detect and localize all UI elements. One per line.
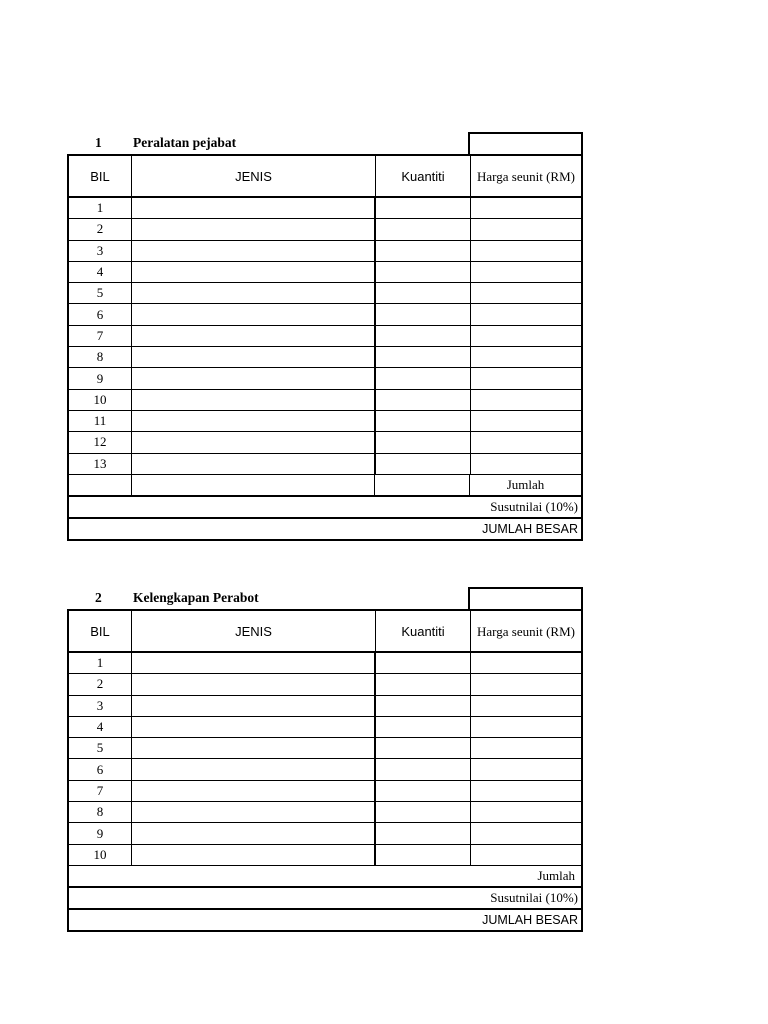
row-number: 4 [69, 717, 132, 737]
kuantiti-cell[interactable] [376, 653, 471, 673]
row-number: 13 [69, 454, 132, 474]
kuantiti-cell[interactable] [376, 411, 471, 431]
table-row [69, 304, 581, 325]
section-total-box[interactable] [468, 132, 583, 154]
jumlah-label: Jumlah [506, 476, 545, 492]
jenis-cell[interactable] [132, 781, 376, 801]
kuantiti-cell[interactable] [376, 283, 471, 303]
jenis-cell[interactable] [132, 696, 376, 716]
kuantiti-cell[interactable] [376, 717, 471, 737]
harga-cell[interactable] [471, 696, 581, 716]
section-number: 1 [95, 135, 102, 150]
header-bil: BIL [69, 611, 132, 651]
harga-cell[interactable] [471, 717, 581, 737]
jenis-cell[interactable] [132, 759, 376, 779]
table-row [69, 390, 581, 411]
harga-cell[interactable] [471, 411, 581, 431]
table-row [69, 717, 581, 738]
harga-cell[interactable] [471, 802, 581, 822]
table-row [69, 283, 581, 304]
section-total-box[interactable] [468, 587, 583, 609]
harga-cell[interactable] [471, 241, 581, 261]
kuantiti-cell[interactable] [376, 802, 471, 822]
kuantiti-cell[interactable] [376, 390, 471, 410]
table-row [69, 347, 581, 368]
kuantiti-cell[interactable] [376, 432, 471, 452]
row-number: 3 [69, 696, 132, 716]
harga-cell[interactable] [471, 219, 581, 239]
row-number: 10 [69, 390, 132, 410]
kuantiti-cell[interactable] [376, 454, 471, 474]
jumlah-empty-bil [69, 475, 132, 495]
table-body [69, 198, 581, 474]
table-row [69, 823, 581, 844]
row-number: 1 [69, 198, 132, 218]
kuantiti-cell[interactable] [376, 326, 471, 346]
harga-cell[interactable] [471, 781, 581, 801]
harga-cell[interactable] [471, 198, 581, 218]
harga-cell[interactable] [471, 326, 581, 346]
section-kelengkapan-perabot [67, 587, 583, 932]
table-row [69, 326, 581, 347]
susutnilai-row: Susutnilai (10%) [69, 495, 581, 517]
kuantiti-cell[interactable] [376, 781, 471, 801]
table-row [69, 781, 581, 802]
row-number: 1 [69, 653, 132, 673]
jumlah-besar-row: JUMLAH BESAR [69, 517, 581, 539]
jumlah-label: Jumlah [537, 867, 575, 883]
jenis-cell[interactable] [132, 368, 376, 388]
row-number: 8 [69, 347, 132, 367]
row-number: 10 [69, 845, 132, 865]
table-row [69, 262, 581, 283]
jenis-cell[interactable] [132, 432, 376, 452]
section-title: Kelengkapan Perabot [133, 590, 259, 605]
section-peralatan-pejabat [67, 132, 583, 541]
jenis-cell[interactable] [132, 304, 376, 324]
harga-cell[interactable] [471, 432, 581, 452]
susutnilai-row: Susutnilai (10%) [69, 886, 581, 908]
table-row [69, 759, 581, 780]
jenis-cell[interactable] [132, 738, 376, 758]
kuantiti-cell[interactable] [376, 304, 471, 324]
row-number: 12 [69, 432, 132, 452]
row-number: 6 [69, 304, 132, 324]
harga-cell[interactable] [471, 368, 581, 388]
jumlah-empty-jenis [132, 475, 375, 495]
jenis-cell[interactable] [132, 262, 376, 282]
jenis-cell[interactable] [132, 823, 376, 843]
header-jenis: JENIS [132, 156, 376, 196]
row-number: 6 [69, 759, 132, 779]
jenis-cell[interactable] [132, 845, 376, 865]
table-row [69, 411, 581, 432]
section-header [67, 587, 583, 609]
kuantiti-cell[interactable] [376, 347, 471, 367]
header-kuantiti: Kuantiti [376, 611, 471, 651]
row-number: 7 [69, 326, 132, 346]
table-row [69, 738, 581, 759]
row-number: 8 [69, 802, 132, 822]
row-number: 7 [69, 781, 132, 801]
jenis-cell[interactable] [132, 653, 376, 673]
jenis-cell[interactable] [132, 390, 376, 410]
row-number: 2 [69, 219, 132, 239]
harga-cell[interactable] [471, 823, 581, 843]
kuantiti-cell[interactable] [376, 696, 471, 716]
kuantiti-cell[interactable] [376, 759, 471, 779]
table-header [69, 156, 581, 198]
row-number: 11 [69, 411, 132, 431]
jenis-cell[interactable] [132, 241, 376, 261]
jumlah-empty-kuantiti [375, 475, 470, 495]
kuantiti-cell[interactable] [376, 262, 471, 282]
harga-cell[interactable] [471, 304, 581, 324]
jumlah-row [69, 865, 581, 886]
jenis-cell[interactable] [132, 326, 376, 346]
table-row [69, 845, 581, 865]
row-number: 5 [69, 738, 132, 758]
table-row [69, 241, 581, 262]
harga-cell[interactable] [471, 390, 581, 410]
kuantiti-cell[interactable] [376, 845, 471, 865]
kuantiti-cell[interactable] [376, 198, 471, 218]
kuantiti-cell[interactable] [376, 823, 471, 843]
jenis-cell[interactable] [132, 674, 376, 694]
table-header [69, 611, 581, 653]
table-row [69, 198, 581, 219]
header-kuantiti: Kuantiti [376, 156, 471, 196]
jumlah-besar-row: JUMLAH BESAR [69, 908, 581, 930]
jenis-cell[interactable] [132, 347, 376, 367]
table-row [69, 696, 581, 717]
table-row [69, 368, 581, 389]
item-table [67, 154, 583, 541]
jenis-cell[interactable] [132, 219, 376, 239]
section-header [67, 132, 583, 154]
section-number: 2 [95, 590, 102, 605]
item-table [67, 609, 583, 932]
header-harga-seunit: Harga seunit (RM) [477, 168, 575, 184]
harga-cell[interactable] [471, 674, 581, 694]
kuantiti-cell[interactable] [376, 674, 471, 694]
row-number: 2 [69, 674, 132, 694]
kuantiti-cell[interactable] [376, 219, 471, 239]
harga-cell[interactable] [471, 759, 581, 779]
table-row [69, 454, 581, 474]
harga-cell[interactable] [471, 454, 581, 474]
kuantiti-cell[interactable] [376, 241, 471, 261]
table-row [69, 219, 581, 240]
jenis-cell[interactable] [132, 802, 376, 822]
harga-cell[interactable] [471, 347, 581, 367]
row-number: 4 [69, 262, 132, 282]
table-row [69, 802, 581, 823]
harga-cell[interactable] [471, 653, 581, 673]
table-row [69, 432, 581, 453]
jenis-cell[interactable] [132, 283, 376, 303]
table-body [69, 653, 581, 865]
table-row [69, 674, 581, 695]
kuantiti-cell[interactable] [376, 368, 471, 388]
harga-cell[interactable] [471, 738, 581, 758]
section-title: Peralatan pejabat [133, 135, 237, 150]
jenis-cell[interactable] [132, 454, 376, 474]
jenis-cell[interactable] [132, 717, 376, 737]
header-bil: BIL [69, 156, 132, 196]
row-number: 9 [69, 823, 132, 843]
jumlah-row [69, 474, 581, 495]
row-number: 3 [69, 241, 132, 261]
harga-cell[interactable] [471, 845, 581, 865]
jenis-cell[interactable] [132, 411, 376, 431]
harga-cell[interactable] [471, 262, 581, 282]
jenis-cell[interactable] [132, 198, 376, 218]
row-number: 9 [69, 368, 132, 388]
header-jenis: JENIS [132, 611, 376, 651]
row-number: 5 [69, 283, 132, 303]
header-harga-seunit: Harga seunit (RM) [477, 623, 575, 639]
harga-cell[interactable] [471, 283, 581, 303]
kuantiti-cell[interactable] [376, 738, 471, 758]
table-row [69, 653, 581, 674]
